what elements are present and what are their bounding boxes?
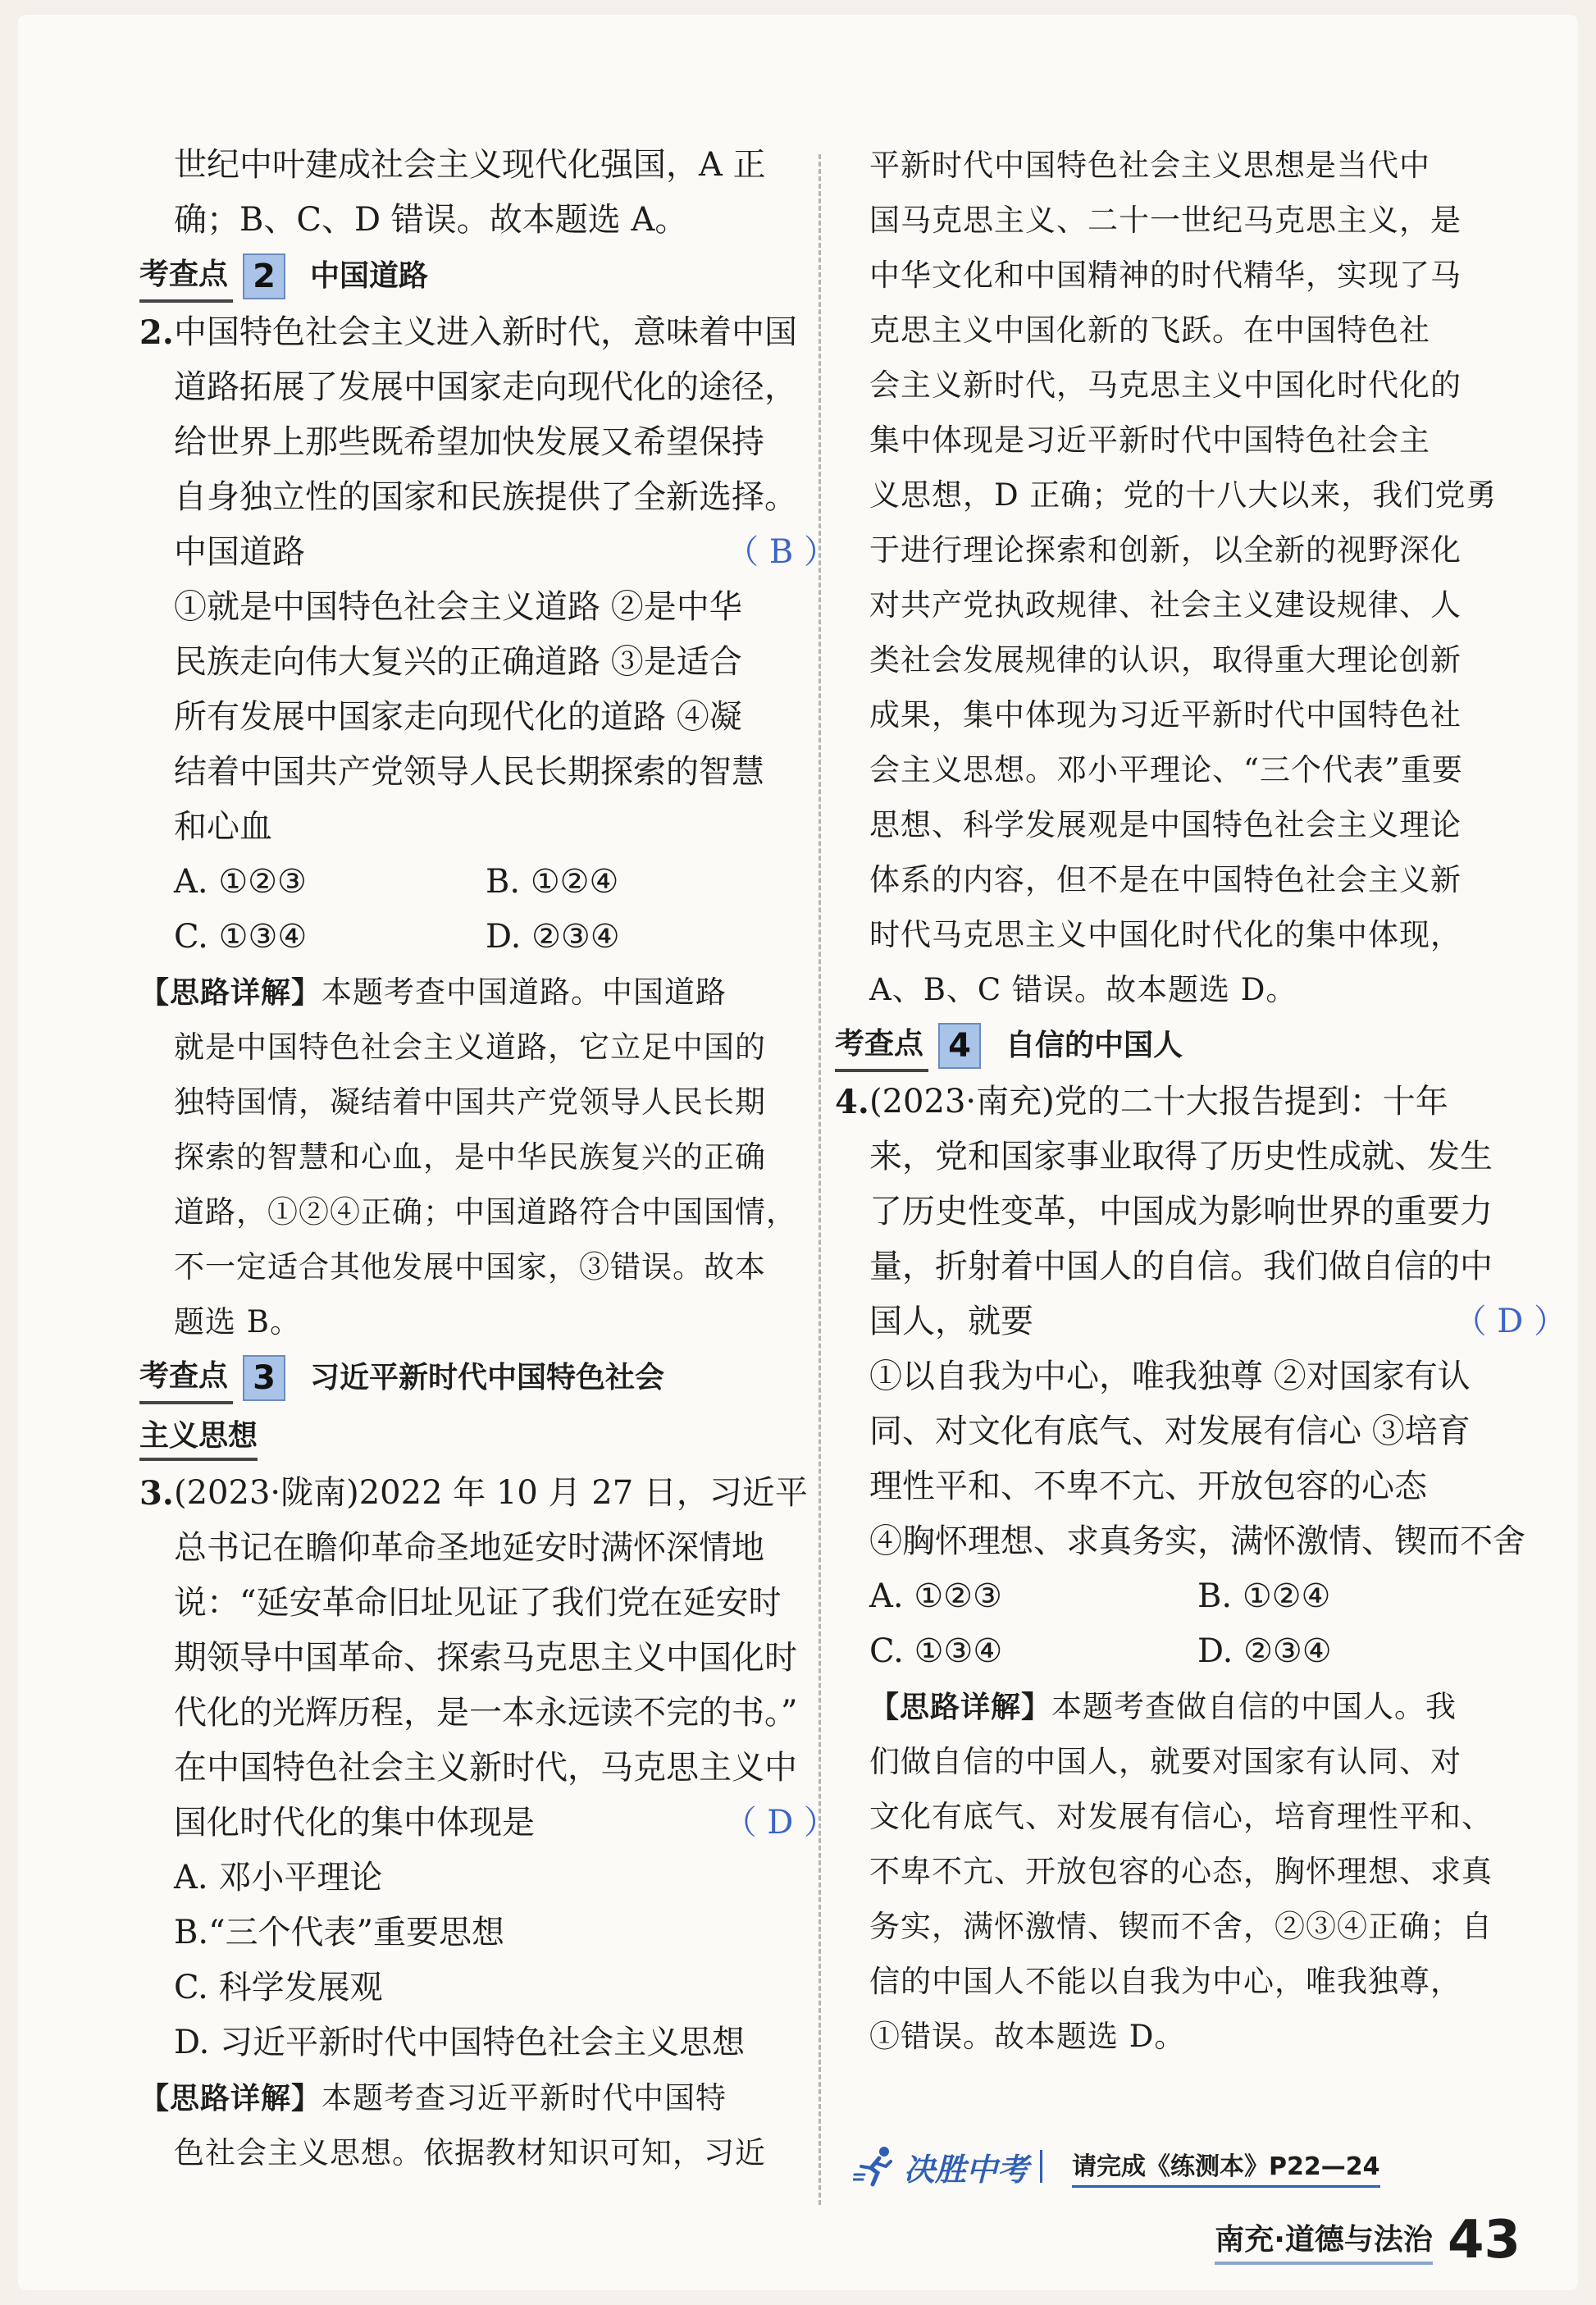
footer-banner <box>853 2139 1476 2193</box>
section-number: 4 <box>938 1023 981 1069</box>
section-header-3 <box>139 1349 837 1407</box>
explanation-text: 探索的智慧和心血，是中华民族复兴的正确 <box>174 1139 766 1175</box>
question-stem-line <box>139 525 837 580</box>
statement-line: 理性平和、不卑不亢、开放包容的心态 <box>869 1467 1427 1505</box>
question-text: (2023·南充)党的二十大报告提到：十年 <box>869 1083 1448 1121</box>
statement-line: ①以自我为中心，唯我独尊 ②对国家有认 <box>869 1358 1471 1395</box>
question-text: 中国道路 <box>174 533 305 571</box>
section-title-2: 主义思想 <box>139 1419 258 1461</box>
question-text: 自身独立性的国家和民族提供了全新选择。 <box>174 478 797 516</box>
page-number: 43 <box>1447 2210 1521 2271</box>
question-text: 了历史性变革，中国成为影响世界的重要力 <box>869 1193 1493 1230</box>
question-4-line <box>835 1075 1566 1130</box>
option-b: B. ①②④ <box>486 863 619 901</box>
text-line: 世纪中叶建成社会主义现代化强国，A 正 <box>174 146 766 184</box>
question-text: (2023·陇南)2022 年 10 月 27 日，习近平 <box>174 1474 808 1512</box>
explanation-line <box>869 1679 1566 1734</box>
question-text: 代化的光辉历程，是一本永远读不完的书。” <box>174 1694 798 1732</box>
explanation-text: 会主义新时代，马克思主义中国化时代化的 <box>869 367 1461 403</box>
question-text: 道路拓展了发展中国家走向现代化的途径， <box>174 368 797 406</box>
explanation-text: A、B、C 错误。故本题选 D。 <box>869 972 1297 1007</box>
statement-line: 民族走向伟大复兴的正确道路 ③是适合 <box>174 643 742 681</box>
text-line: 确；B、C、D 错误。故本题选 A。 <box>174 201 688 239</box>
question-text: 中国特色社会主义进入新时代，意味着中国 <box>174 313 797 351</box>
statement-line: ④胸怀理想、求真务实，满怀激情、锲而不舍 <box>869 1522 1525 1560</box>
brand-logo-text: 决胜中考 <box>904 2151 1029 2188</box>
brand-logo <box>853 2143 1028 2189</box>
question-stem-line <box>139 1796 837 1851</box>
question-text: 国化时代化的集中体现是 <box>174 1804 535 1842</box>
section-number: 3 <box>243 1355 285 1401</box>
question-text: 来，党和国家事业取得了历史性成就、发生 <box>869 1138 1493 1175</box>
explanation-text: 文化有底气、对发展有信心，培育理性平和、 <box>869 1799 1493 1834</box>
explanation-text: 中华文化和中国精神的时代精华，实现了马 <box>869 258 1461 293</box>
explanation-text: 信的中国人不能以自我为中心，唯我独尊， <box>869 1964 1461 1999</box>
question-text: 给世界上那些既希望加快发展又希望保持 <box>174 423 764 461</box>
option-c: C. 科学发展观 <box>174 1969 383 2006</box>
explanation-text: 于进行理论探索和创新，以全新的视野深化 <box>869 532 1461 568</box>
left-column <box>139 138 837 2180</box>
section-number: 2 <box>243 253 285 299</box>
explanation-line <box>139 965 837 1020</box>
explanation-text: 国马克思主义、二十一世纪马克思主义，是 <box>869 203 1461 238</box>
option-a: A. ①②③ <box>869 1577 1002 1615</box>
explanation-tag: 【思路详解】 <box>139 976 322 1010</box>
explanation-line <box>139 2070 837 2125</box>
question-text: 量，折射着中国人的自信。我们做自信的中 <box>869 1248 1493 1285</box>
explanation-text: 就是中国特色社会主义道路，它立足中国的 <box>174 1029 766 1065</box>
option-c: C. ①③④ <box>869 1632 1003 1670</box>
explanation-text: 思想、科学发展观是中国特色社会主义理论 <box>869 807 1461 842</box>
option-a: A. 邓小平理论 <box>174 1859 383 1896</box>
options-row <box>869 1624 1566 1679</box>
option-d: D. 习近平新时代中国特色社会主义思想 <box>174 2024 746 2061</box>
option-c: C. ①③④ <box>174 918 308 956</box>
explanation-text: 时代马克思主义中国化时代化的集中体现， <box>869 917 1461 952</box>
column-divider <box>819 154 821 2205</box>
practice-task-text: 请完成《练测本》P22—24 <box>1072 2146 1379 2188</box>
answer-bracket: （ D ） <box>1453 1303 1566 1340</box>
section-label: 考查点 <box>139 250 233 303</box>
section-title-cont <box>139 1407 837 1466</box>
options-row <box>139 855 837 910</box>
explanation-tag: 【思路详解】 <box>139 2082 322 2116</box>
explanation-text: ①错误。故本题选 D。 <box>869 2019 1186 2054</box>
section-title: 习近平新时代中国特色社会 <box>310 1361 665 1394</box>
option-a: A. ①②③ <box>174 863 307 901</box>
explanation-text: 克思主义中国化新的飞跃。在中国特色社 <box>869 313 1430 348</box>
question-text: 国人，就要 <box>869 1303 1033 1340</box>
option-b: B.“三个代表”重要思想 <box>174 1914 505 1951</box>
explanation-text: 本题考查习近平新时代中国特 <box>321 2080 727 2116</box>
explanation-text: 体系的内容，但不是在中国特色社会主义新 <box>869 862 1461 897</box>
question-3-line <box>139 1466 837 1521</box>
explanation-text: 本题考查做自信的中国人。我 <box>1051 1689 1457 1724</box>
answer-bracket: （ D ） <box>723 1804 837 1842</box>
section-header-4 <box>835 1017 1566 1075</box>
statement-line: ①就是中国特色社会主义道路 ②是中华 <box>174 588 742 626</box>
question-text: 在中国特色社会主义新时代，马克思主义中 <box>174 1749 797 1787</box>
explanation-text: 平新时代中国特色社会主义思想是当代中 <box>869 148 1430 183</box>
statement-line: 所有发展中国家走向现代化的道路 ④凝 <box>174 698 742 736</box>
explanation-text: 色社会主义思想。依据教材知识可知，习近 <box>174 2135 766 2170</box>
explanation-text: 会主义思想。邓小平理论、“三个代表”重要 <box>869 752 1463 787</box>
explanation-text: 对共产党执政规律、社会主义建设规律、人 <box>869 587 1461 623</box>
runner-icon <box>853 2143 899 2189</box>
explanation-text: 成果，集中体现为习近平新时代中国特色社 <box>869 697 1461 733</box>
explanation-text: 们做自信的中国人，就要对国家有认同、对 <box>869 1744 1461 1779</box>
option-b: B. ①②④ <box>1197 1577 1331 1615</box>
question-text: 总书记在瞻仰革命圣地延安时满怀深情地 <box>174 1529 764 1567</box>
question-2-line <box>139 305 837 360</box>
explanation-text: 题选 B。 <box>174 1304 301 1340</box>
option-d: D. ②③④ <box>1197 1632 1332 1670</box>
question-text: 期领导中国革命、探索马克思主义中国化时 <box>174 1639 797 1677</box>
explanation-text: 不一定适合其他发展中国家，③错误。故本 <box>174 1249 766 1285</box>
section-title: 中国道路 <box>310 259 429 293</box>
explanation-text: 义思想，D 正确；党的十八大以来，我们党勇 <box>869 477 1498 513</box>
explanation-text: 务实，满怀激情、锲而不舍，②③④正确；自 <box>869 1909 1493 1944</box>
options-row <box>139 910 837 965</box>
page-footer <box>1215 2210 1521 2271</box>
option-d: D. ②③④ <box>486 918 620 956</box>
section-header-2 <box>139 248 837 305</box>
explanation-text: 类社会发展规律的认识，取得重大理论创新 <box>869 642 1461 678</box>
options-row <box>869 1569 1566 1624</box>
right-column <box>835 138 1566 2064</box>
explanation-text: 独特国情，凝结着中国共产党领导人民长期 <box>174 1084 766 1120</box>
page-sheet <box>18 15 1578 2290</box>
statement-line: 和心血 <box>174 808 272 846</box>
question-number: 3. <box>139 1474 174 1513</box>
explanation-text: 不卑不亢、开放包容的心态，胸怀理想、求真 <box>869 1854 1493 1889</box>
question-number: 4. <box>835 1083 869 1121</box>
subject-label: 南充·道德与法治 <box>1215 2216 1433 2265</box>
explanation-text: 集中体现是习近平新时代中国特色社会主 <box>869 422 1430 458</box>
explanation-text: 道路，①②④正确；中国道路符合中国国情， <box>174 1194 797 1230</box>
question-text: 说：“延安革命旧址见证了我们党在延安时 <box>174 1584 782 1622</box>
question-number: 2. <box>139 313 174 352</box>
section-label: 考查点 <box>139 1352 233 1404</box>
footer-divider <box>1040 2150 1042 2183</box>
explanation-tag: 【思路详解】 <box>869 1691 1052 1724</box>
statement-line: 同、对文化有底气、对发展有信心 ③培育 <box>869 1413 1471 1450</box>
question-stem-line <box>869 1294 1566 1349</box>
section-title: 自信的中国人 <box>1005 1029 1183 1062</box>
answer-bracket: （ B ） <box>726 533 837 571</box>
explanation-text: 本题考查中国道路。中国道路 <box>321 974 727 1010</box>
section-label: 考查点 <box>835 1020 928 1072</box>
statement-line: 结着中国共产党领导人民长期探索的智慧 <box>174 753 764 791</box>
